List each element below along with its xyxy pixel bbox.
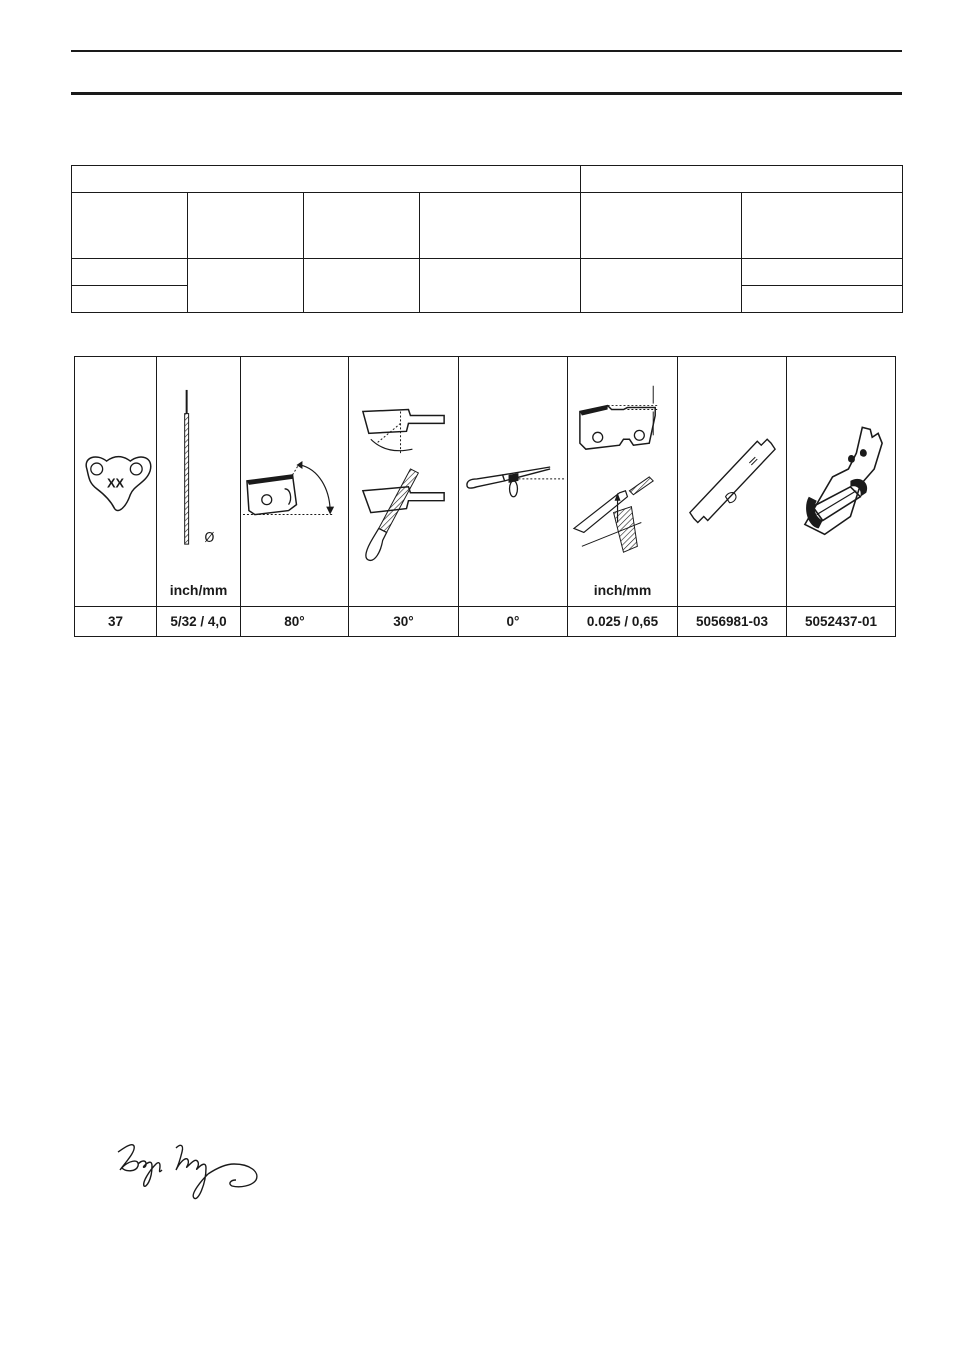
top-plate-angle-cell	[241, 357, 349, 607]
cutter-angle-icon	[241, 357, 348, 577]
value-depth-gauge-tool-part: 5056981-03	[678, 607, 787, 637]
spec-header-left	[72, 166, 581, 193]
value-chain-marking: 37	[75, 607, 157, 637]
value-file-gauge-part: 5052437-01	[787, 607, 896, 637]
file-diameter-unit: inch/mm	[169, 582, 228, 598]
value-top-plate-angle: 80°	[241, 607, 349, 637]
header-rule-top	[71, 50, 902, 52]
file-gauge-cell	[787, 357, 896, 607]
spec-cell	[304, 259, 420, 313]
filing-angle-cell	[349, 357, 459, 607]
file-holder-icon	[459, 357, 567, 577]
chain-marking-cell	[75, 357, 157, 607]
spec-col-header-1	[72, 193, 188, 259]
file-angle-icon	[349, 357, 458, 577]
value-file-holder-angle: 0°	[459, 607, 568, 637]
value-depth-gauge: 0.025 / 0,65	[568, 607, 678, 637]
spec-cell	[72, 286, 188, 313]
spec-cell	[742, 259, 903, 286]
depth-gauge-icon	[568, 357, 677, 577]
spec-cell	[420, 259, 581, 313]
spec-cell	[742, 286, 903, 313]
spec-cell	[72, 259, 188, 286]
spec-col-header-2	[188, 193, 304, 259]
spec-col-header-4	[420, 193, 581, 259]
specification-table	[71, 165, 903, 313]
file-diameter-cell	[157, 357, 241, 607]
depth-gauge-tool-cell	[678, 357, 787, 607]
sharpening-tool-table	[74, 356, 896, 637]
spec-cell	[581, 259, 742, 313]
depth-gauge-tool-icon	[678, 357, 786, 577]
depth-gauge-unit: inch/mm	[593, 582, 652, 598]
spec-header-right	[581, 166, 903, 193]
spec-cell	[188, 259, 304, 313]
file-diameter-symbol: Ø	[204, 531, 215, 547]
value-file-diameter: 5/32 / 4,0	[157, 607, 241, 637]
signature	[110, 1130, 320, 1210]
round-file-icon	[157, 357, 240, 577]
chain-link-marking-icon	[75, 357, 156, 577]
header-rule-bottom	[71, 92, 902, 95]
depth-gauge-cell	[568, 357, 678, 607]
file-gauge-icon	[787, 357, 895, 577]
spec-col-header-5	[581, 193, 742, 259]
spec-col-header-3	[304, 193, 420, 259]
chain-marking-text: XX	[106, 475, 125, 491]
file-holder-cell	[459, 357, 568, 607]
value-filing-angle: 30°	[349, 607, 459, 637]
spec-col-header-6	[742, 193, 903, 259]
